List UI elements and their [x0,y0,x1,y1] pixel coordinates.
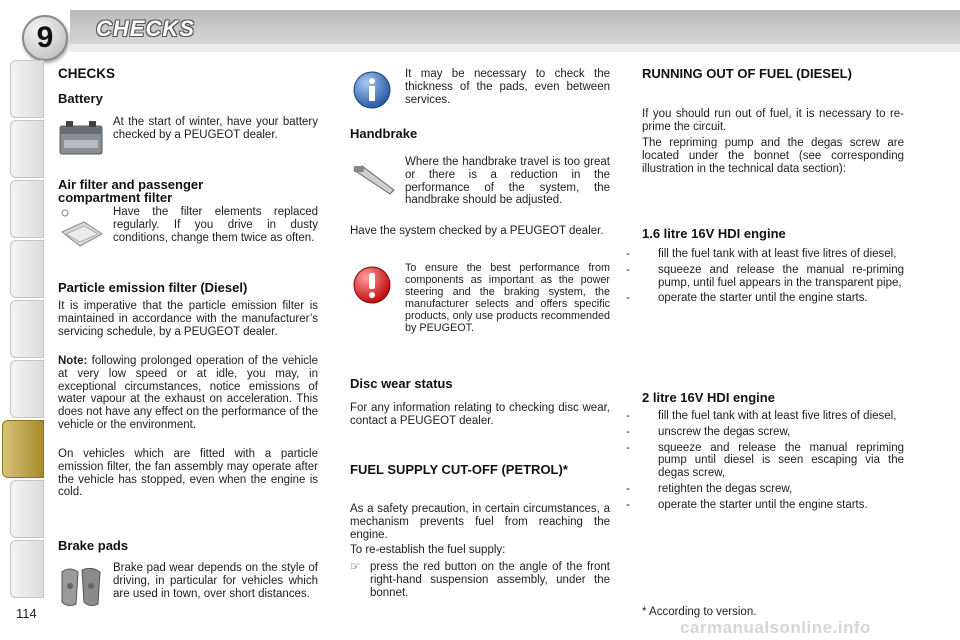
particle-filter-text-1: It is imperative that the particle emission filter is maintained in accordance with the manufacturer’s servicing schedule, by a PEUGEOT dealer. [58,300,318,338]
checks-heading: CHECKS [58,66,116,81]
handbrake-text-1a: Where the handbrake travel is too great or there is a reduction in the performance of the system, the handbrake should be adjusted. [405,156,610,207]
battery-image [58,118,104,158]
brake-pads-text: Brake pad wear depends on the style of driving, in particular for vehicles which are used in town, over short distances. [113,562,318,600]
note-label: Note: [58,355,88,367]
battery-heading: Battery [58,91,103,106]
chapter-tab-5[interactable] [10,300,44,358]
hdi2-heading: 2 litre 16V HDI engine [642,390,775,405]
warning-icon [352,265,392,305]
arrow-bullet-icon: ☞ [350,561,361,573]
list-item: - fill the fuel tank with at least five litres of diesel, [626,248,897,260]
chapter-tab-2[interactable] [10,120,44,178]
hdi2-list [626,410,904,515]
handbrake-text-2: Have the system checked by a PEUGEOT dealer. [350,225,604,237]
chapter-number-badge: 9 [22,15,68,61]
air-filter-text: Have the filter elements replaced regularly. If you drive in dusty conditions, change them twice as often. [113,206,318,244]
disc-wear-text: For any information relating to checking disc wear, contact a PEUGEOT dealer. [350,402,610,427]
info-icon [352,70,392,110]
list-item: - unscrew the degas screw, [626,425,791,438]
fuel-cutoff-text-1: As a safety precaution, in certain circumstances, a mechanism prevents fuel from reaching the engine. [350,503,610,541]
list-item: - retighten the degas screw, [626,482,793,495]
info-note-text: It may be necessary to check the thickness of the pads, even between services. [405,68,610,106]
list-item: - fill the fuel tank with at least five litres of diesel, [626,410,897,422]
running-out-heading: RUNNING OUT OF FUEL (DIESEL) [642,66,852,81]
watermark: carmanualsonline.info [680,618,871,637]
footnote: * According to version. [642,606,757,618]
list-item: - squeeze and release the manual repriming pump until diesel is seen escaping via the degas screw, [626,441,904,480]
particle-filter-note [58,355,318,432]
running-out-text-1: If you should run out of fuel, it is necessary to re-prime the circuit. [642,108,904,133]
fuel-cutoff-bullet [350,561,610,599]
header-underline [70,44,960,52]
disc-wear-heading: Disc wear status [350,376,453,391]
fuel-cutoff-heading: FUEL SUPPLY CUT-OFF (PETROL)* [350,462,568,477]
list-item: - operate the starter until the engine starts. [626,498,868,511]
brake-pads-image [58,564,104,610]
chapter-tab-3[interactable] [10,180,44,238]
chapter-tab-1[interactable] [10,60,44,118]
chapter-tab-8[interactable] [10,480,44,538]
chapter-tab-4[interactable] [10,240,44,298]
fuel-cutoff-bullet-text: press the red button on the angle of the front right-hand suspension assembly, under the bonnet. [370,561,610,599]
hdi16-list [626,248,904,308]
hdi16-heading: 1.6 litre 16V HDI engine [642,226,786,241]
brake-pads-heading: Brake pads [58,538,129,553]
chapter-tab-9-active[interactable] [2,420,44,478]
chapter-tab-9[interactable] [10,540,44,598]
fuel-cutoff-text-2: To re-establish the fuel supply: [350,544,506,556]
list-item: - squeeze and release the manual re-priming pump, until fuel appears in the transparent pipe, [626,263,904,289]
header-bar [70,10,960,45]
chapter-tab-6[interactable] [10,360,44,418]
running-out-text-2: The repriming pump and the degas screw are located under the bonnet (see corresponding illustration in the technical data section): [642,137,904,175]
warning-text: To ensure the best performance from components as important as the power steering and the braking system, the manufacturer selects and offers specific products, only use products recommended by PEUGEOT. [405,262,610,334]
particle-filter-text-3: On vehicles which are fitted with a particle emission filter, the fan assembly may operate after the vehicle has stopped, even when the engine is cold. [58,448,318,499]
page-number: 114 [16,606,37,621]
list-item: - operate the starter until the engine starts. [626,292,868,305]
handbrake-image [352,160,398,200]
air-filter-heading: Air filter and passenger compartment filter [58,177,204,205]
page-title: CHECKS [96,16,195,41]
note-text: following prolonged operation of the vehicle at very low speed or at idle, you may, in exceptional circumstances, notice emissions of water vapour at the exhaust on acceleration. This does not have any effect on the performance of the vehicle or the environment. [58,355,318,431]
particle-filter-heading: Particle emission filter (Diesel) [58,280,248,295]
chapter-tabs [0,60,50,580]
battery-text: At the start of winter, have your battery checked by a PEUGEOT dealer. [113,116,318,141]
handbrake-heading: Handbrake [350,126,418,141]
air-filter-image [58,208,104,254]
